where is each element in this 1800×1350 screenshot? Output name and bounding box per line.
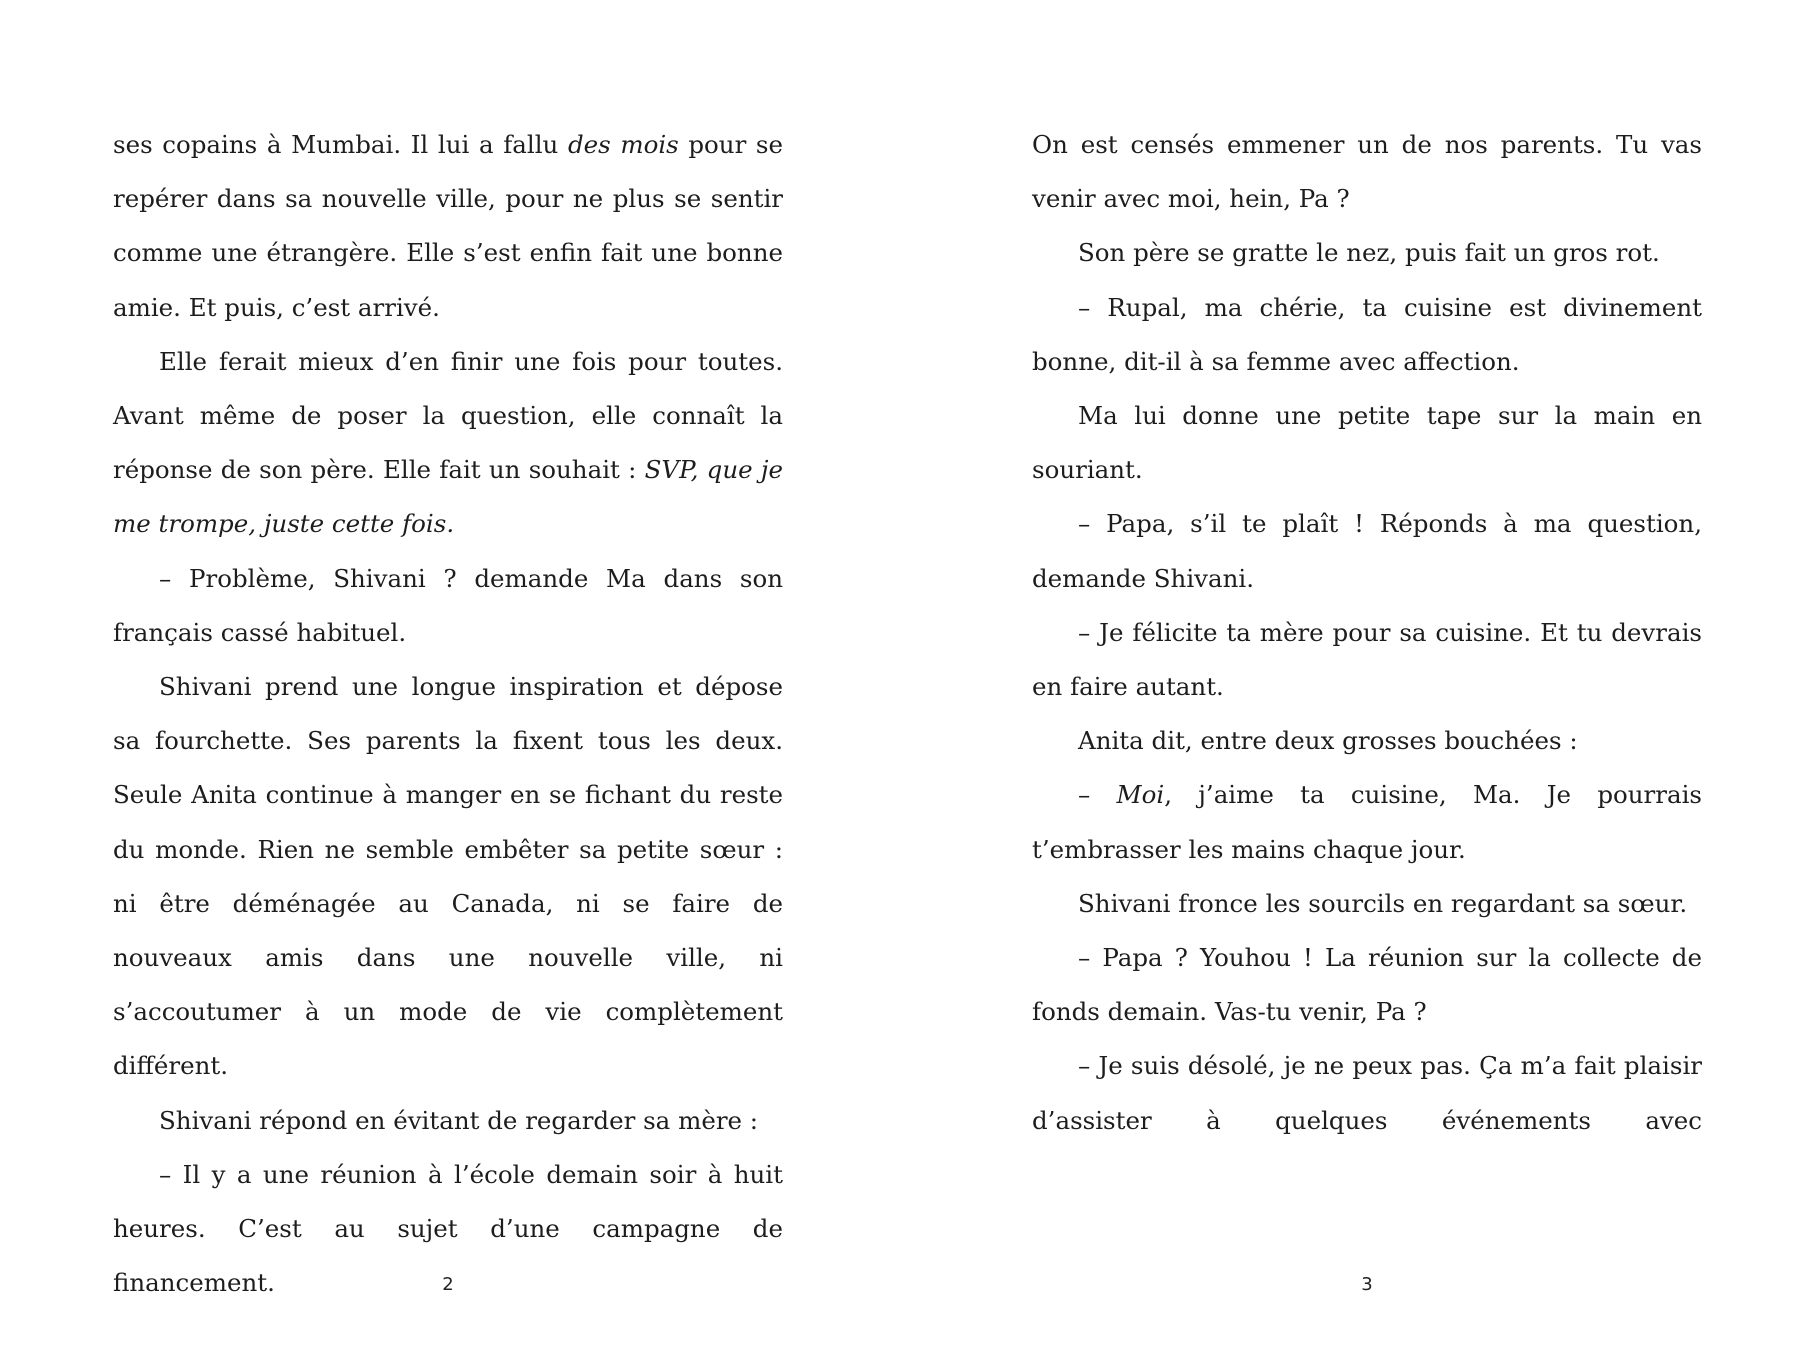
- paragraph: [113, 1094, 783, 1148]
- text-run: pour se repérer dans sa nouvelle ville, pour ne plus se sentir comme une étrangère. Elle s’est enfin fait une bonne amie. Et puis, c’est arrivé.: [113, 130, 783, 322]
- paragraph: [1032, 497, 1702, 605]
- paragraph: [1032, 768, 1702, 876]
- right-page: [1032, 118, 1702, 1298]
- text-run: –: [1078, 780, 1117, 810]
- italic-text: SVP, que je me trompe, juste cette fois.: [113, 455, 783, 539]
- italic-text: des mois: [567, 130, 679, 159]
- left-page: [113, 118, 783, 1298]
- text-run: On est censés emmener un de nos parents. Tu vas venir avec moi, hein, Pa ?: [1032, 130, 1702, 214]
- text-run: Elle ferait mieux d’en finir une fois pour toutes. Avant même de poser la question, elle connaît la réponse de son père. Elle fait un souhait :: [113, 346, 783, 485]
- text-run: – Problème, Shivani ? demande Ma dans son français cassé habituel.: [113, 563, 783, 647]
- paragraph: [113, 335, 783, 552]
- text-run: , j’aime ta cuisine, Ma. Je pourrais t’embrasser les mains chaque jour.: [1032, 780, 1702, 864]
- text-run: – Papa, s’il te plaît ! Réponds à ma question, demande Shivani.: [1032, 509, 1702, 593]
- text-run: Shivani répond en évitant de regarder sa mère :: [159, 1105, 759, 1135]
- paragraph: [1032, 931, 1702, 1039]
- text-run: Ma lui donne une petite tape sur la main en souriant.: [1032, 401, 1702, 485]
- text-run: ses copains à Mumbai. Il lui a fallu: [113, 130, 568, 159]
- paragraph: [1032, 226, 1702, 280]
- paragraph: [1032, 118, 1702, 226]
- paragraph: [1032, 877, 1702, 931]
- paragraph: [1032, 281, 1702, 389]
- text-run: Shivani prend une longue inspiration et dépose sa fourchette. Ses parents la fixent tous les deux. Seule Anita continue à manger en se fichant du reste du monde. Rien ne semble embêter sa petite sœur : ni être déménagée au Canada, ni se faire de nouveaux amis dans une nouvelle ville, ni s’accoutumer à un mode de vie complètement différent.: [113, 672, 783, 1081]
- paragraph: [1032, 1039, 1702, 1147]
- paragraph: [1032, 606, 1702, 714]
- text-run: – Je félicite ta mère pour sa cuisine. Et tu devrais en faire autant.: [1032, 617, 1702, 702]
- text-run: – Papa ? Youhou ! La réunion sur la collecte de fonds demain. Vas-tu venir, Pa ?: [1032, 943, 1702, 1027]
- left-page-number: 2: [442, 1274, 454, 1295]
- paragraph: [113, 552, 783, 660]
- text-run: Anita dit, entre deux grosses bouchées :: [1078, 726, 1578, 756]
- paragraph: [1032, 714, 1702, 768]
- paragraph: [1032, 389, 1702, 497]
- text-run: – Je suis désolé, je ne peux pas. Ça m’a fait plaisir d’assister à quelques événements avec: [1032, 1051, 1702, 1135]
- right-page-number: 3: [1361, 1274, 1373, 1295]
- text-run: – Il y a une réunion à l’école demain soir à huit heures. C’est au sujet d’une campagne de financement.: [113, 1159, 783, 1298]
- text-run: Shivani fronce les sourcils en regardant sa sœur.: [1078, 888, 1688, 918]
- left-page-text: [113, 118, 783, 1310]
- italic-text: Moi: [1116, 780, 1165, 810]
- text-run: Son père se gratte le nez, puis fait un gros rot.: [1078, 238, 1660, 268]
- paragraph: [113, 118, 783, 335]
- right-page-text: [1032, 118, 1702, 1148]
- paragraph: [113, 660, 783, 1094]
- text-run: – Rupal, ma chérie, ta cuisine est divinement bonne, dit-il à sa femme avec affection.: [1032, 292, 1702, 376]
